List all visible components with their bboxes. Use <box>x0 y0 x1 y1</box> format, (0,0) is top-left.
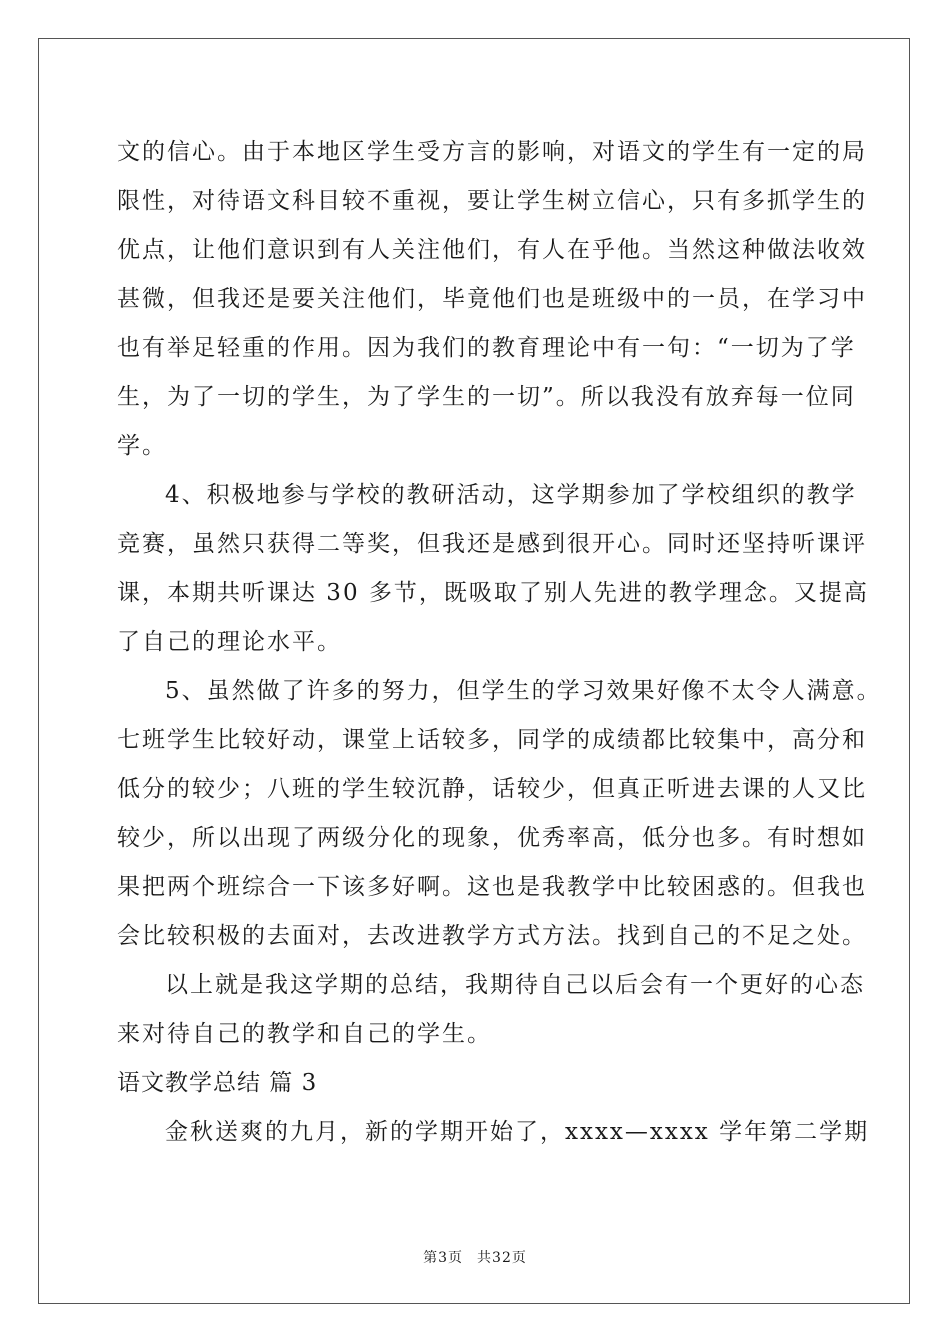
paragraph-start-line: 金秋送爽的九月，新的学期开始了，xxxx—xxxx 学年第二学期 <box>165 1119 870 1145</box>
text-line: 竞赛，虽然只获得二等奖，但我还是感到很开心。同时还坚持听课评 <box>117 531 867 557</box>
text-line: 果把两个班综合一下该多好啊。这也是我教学中比较困惑的。但我也 <box>117 874 867 900</box>
page-total: 共32页 <box>477 1250 527 1266</box>
text-line: 也有举足轻重的作用。因为我们的教育理论中有一句：“一切为了学 <box>117 335 856 361</box>
page-footer <box>0 1247 950 1267</box>
text-line: 低分的较少；八班的学生较沉静，话较少，但真正听进去课的人又比 <box>117 776 867 802</box>
text-line: 生，为了一切的学生，为了学生的一切”。所以我没有放弃每一位同 <box>117 384 856 410</box>
text-line: 会比较积极的去面对，去改进教学方式方法。找到自己的不足之处。 <box>117 923 867 949</box>
text-line: 较少，所以出现了两级分化的现象，优秀率高，低分也多。有时想如 <box>117 825 867 851</box>
text-line: 文的信心。由于本地区学生受方言的影响，对语文的学生有一定的局 <box>117 139 867 165</box>
paragraph-start-line: 以上就是我这学期的总结，我期待自己以后会有一个更好的心态 <box>165 972 865 998</box>
text-line: 学。 <box>117 433 167 459</box>
text-line: 优点，让他们意识到有人关注他们，有人在乎他。当然这种做法收效 <box>117 237 867 263</box>
section-heading: 语文教学总结 篇 3 <box>117 1070 318 1096</box>
document-body <box>117 128 882 1157</box>
text-line: 七班学生比较好动，课堂上话较多，同学的成绩都比较集中，高分和 <box>117 727 867 753</box>
paragraph-start-line: 5、虽然做了许多的努力，但学生的学习效果好像不太令人满意。 <box>165 678 882 704</box>
text-line: 课，本期共听课达 30 多节，既吸取了别人先进的教学理念。又提高 <box>117 580 869 606</box>
text-line: 限性，对待语文科目较不重视，要让学生树立信心，只有多抓学生的 <box>117 188 867 214</box>
text-line: 了自己的理论水平。 <box>117 629 342 655</box>
text-line: 甚微，但我还是要关注他们，毕竟他们也是班级中的一员，在学习中 <box>117 286 867 312</box>
page-number: 第3页 <box>423 1250 464 1266</box>
text-line: 来对待自己的教学和自己的学生。 <box>117 1021 492 1047</box>
paragraph-start-line: 4、积极地参与学校的教研活动，这学期参加了学校组织的教学 <box>165 482 857 508</box>
